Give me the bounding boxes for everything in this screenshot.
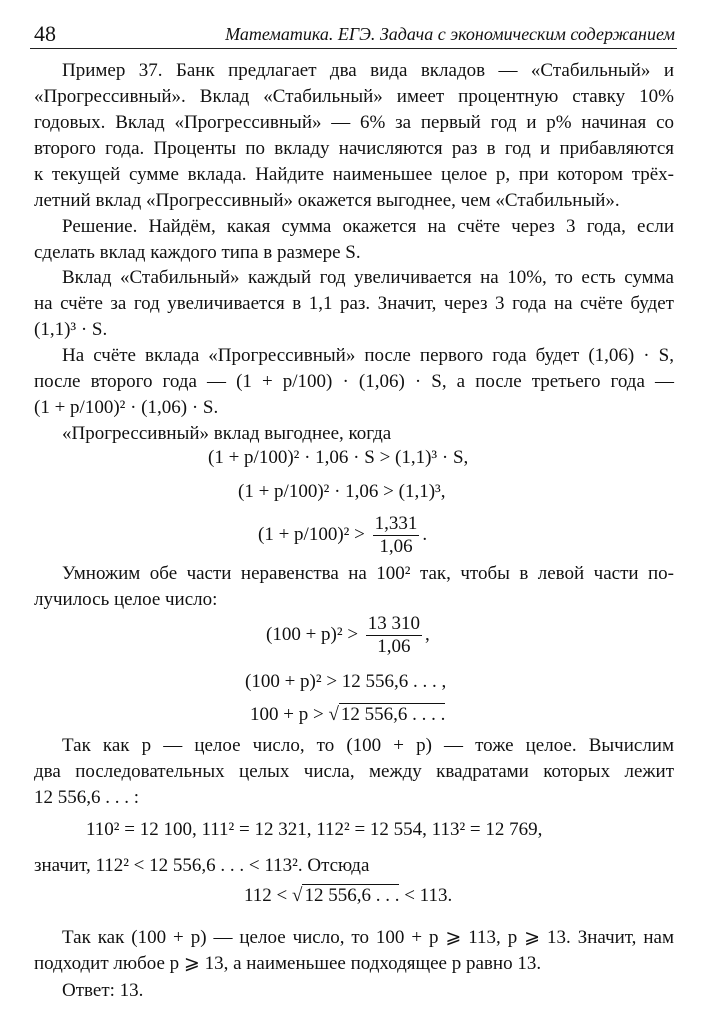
text-line: (1,1)³ · S. (34, 319, 108, 340)
denominator: 1,06 (377, 636, 411, 657)
text-line: На счёте вклада «Прогрессивный» после первого года будет (1,06) · S, (62, 345, 674, 366)
equation: (1 + p/100)² · 1,06 > (1,1)³, (238, 481, 446, 502)
text-line: «Прогрессивный». Вклад «Стабильный» имеет процентную ставку 10% (34, 86, 674, 107)
text-line: второго года. Проценты по вкладу начисляются раз в год и прибавляются (34, 138, 674, 159)
text-line: Умножим обе части неравенства на 100² так, чтобы в левой части по- (62, 563, 674, 584)
sqrt-icon: √ (292, 885, 303, 906)
text-line: (1 + p/100)² · (1,06) · S. (34, 397, 219, 418)
text-line: Так как (100 + p) — целое число, то 100 + p ⩾ 113, p ⩾ 13. Значит, нам (62, 927, 674, 948)
equation: (100 + p)² > $\frac{13 310}{1,06}$ , (266, 613, 430, 657)
text-line: летний вклад «Прогрессивный» окажется выгоднее, чем «Стабильный». (34, 190, 620, 211)
fraction (366, 613, 422, 658)
sqrt-icon: √ (328, 704, 339, 725)
text-line: Решение. Найдём, какая сумма окажется на счёте через 3 года, если (62, 216, 674, 237)
equation: 110² = 12 100, 111² = 12 321, 112² = 12 554, 113² = 12 769, (86, 819, 543, 840)
text-line: Так как p — целое число, то (100 + p) — тоже целое. Вычислим (62, 735, 674, 756)
text-line: значит, 112² < 12 556,6 . . . < 113². Отсюда (34, 855, 370, 876)
equation-left: 100 + p > (250, 704, 324, 725)
text-line: лучилось целое число: (34, 589, 218, 610)
denominator: 1,06 (379, 536, 413, 557)
text-line: подходит любое p ⩾ 13, а наименьшее подходящее p равно 13. (34, 953, 542, 974)
text-line: к текущей сумме вклада. Найдите наименьшее целое p, при котором трёх- (34, 164, 674, 185)
equation-right: < 113. (404, 885, 453, 906)
fraction (373, 513, 420, 558)
text-line: сделать вклад каждого типа в размере S. (34, 242, 361, 263)
equation: (100 + p)² > 12 556,6 . . . , (245, 671, 447, 692)
equation (250, 704, 445, 726)
text-line: два последовательных целых числа, между квадратами которых лежит (34, 761, 674, 782)
running-title: Математика. ЕГЭ. Задача с экономическим содержанием (225, 24, 675, 44)
equation-left: 112 < (244, 885, 288, 906)
page-number: 48 (34, 21, 56, 46)
numerator: 1,331 (374, 513, 418, 534)
text-line: годовых. Вклад «Прогрессивный» — 6% за первый год и p% начиная со (34, 112, 674, 133)
text-line: Пример 37. Банк предлагает два вида вкладов — «Стабильный» и (62, 60, 674, 81)
equation-left: (100 + p)² > (266, 623, 359, 645)
equation: (1 + p/100)² · 1,06 · S > (1,1)³ · S, (208, 447, 469, 468)
equation-left: (1 + p/100)² > (258, 523, 365, 545)
text-line: Вклад «Стабильный» каждый год увеличивается на 10%, то есть сумма (62, 267, 674, 288)
equation: (1 + p/100)² > $\frac{1,331}{1,06}$ . (258, 513, 428, 557)
text-line: на счёте за год увеличивается в 1,1 раз. Значит, через 3 года на счёте будет (34, 293, 674, 314)
equation (244, 885, 452, 907)
radicand: 12 556,6 . . . . (340, 704, 446, 725)
text-line: «Прогрессивный» вклад выгоднее, когда (62, 423, 392, 444)
answer-line: Ответ: 13. (62, 980, 144, 1001)
text-line: 12 556,6 . . . : (34, 787, 140, 808)
numerator: 13 310 (367, 613, 421, 634)
radicand: 12 556,6 . . . (304, 885, 400, 906)
page-header (30, 20, 677, 49)
text-line: после второго года — (1 + p/100) · (1,06) · S, а после третьего года — (34, 371, 674, 392)
